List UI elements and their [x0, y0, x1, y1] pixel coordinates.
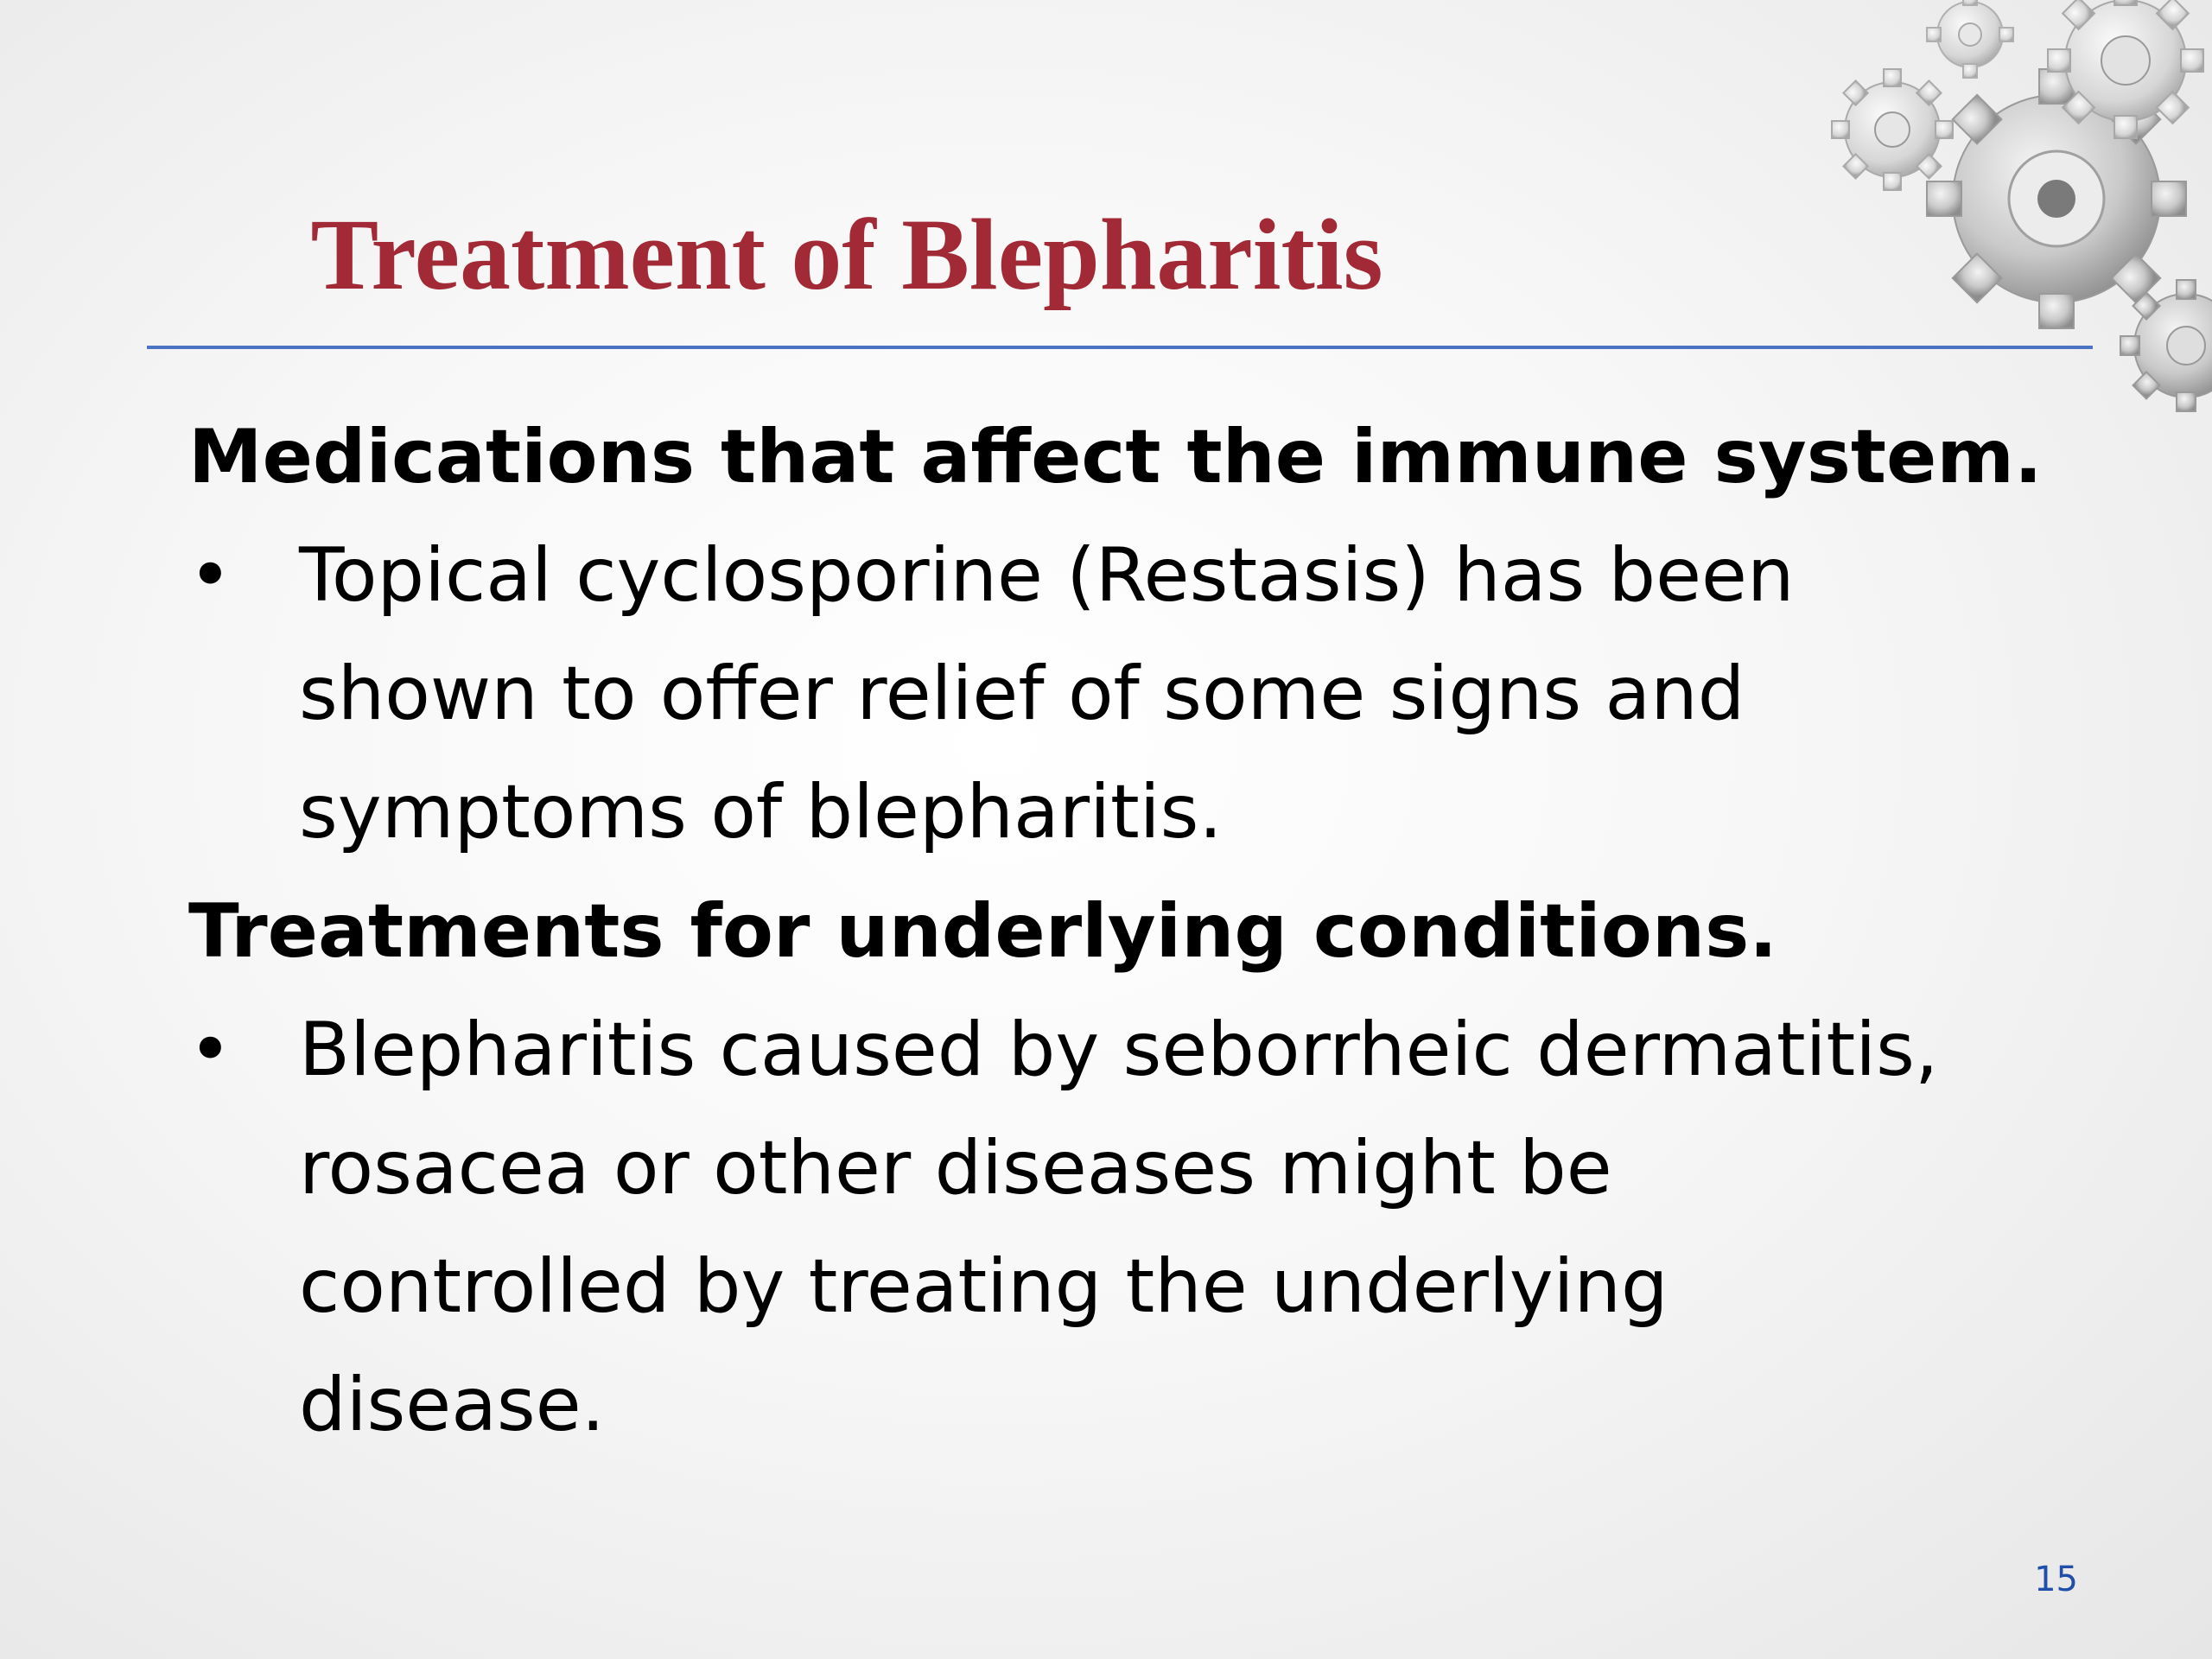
bullet-line: symptoms of blepharitis. — [299, 769, 1223, 855]
bullet-line: shown to offer relief of some signs and — [299, 651, 1745, 737]
bullet-icon: • — [188, 532, 232, 619]
bullet-cyclosporine — [188, 517, 2089, 872]
bullet-line: Topical cyclosporine (Restasis) has been — [299, 532, 1795, 619]
section-heading-underlying: Treatments for underlying conditions. — [188, 888, 1777, 975]
bullet-line: rosacea or other diseases might be — [299, 1125, 1612, 1211]
bullet-line: controlled by treating the underlying — [299, 1243, 1669, 1330]
title-divider — [147, 346, 2093, 349]
bullet-icon: • — [188, 1007, 232, 1093]
page-number: 15 — [2034, 1560, 2078, 1599]
slide-body — [188, 397, 2089, 1465]
bullet-underlying-disease — [188, 991, 2089, 1465]
section-heading-immune: Medications that affect the immune system. — [188, 414, 2043, 500]
bullet-line: disease. — [299, 1362, 605, 1448]
gears-icon — [1797, 0, 2212, 432]
bullet-line: Blepharitis caused by seborrheic dermatitis, — [299, 1007, 1939, 1093]
slide-title: Treatment of Blepharitis — [310, 198, 1383, 311]
